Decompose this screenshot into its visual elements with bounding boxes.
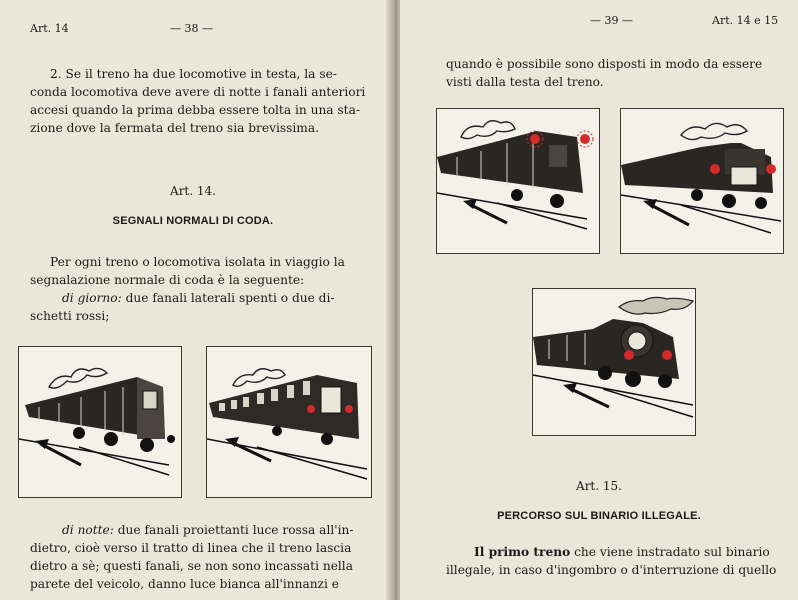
train-illustration — [19, 347, 181, 497]
night-line: parete del veicolo, danno luce bianca all'innanzi e — [30, 577, 339, 591]
night-line — [62, 522, 353, 540]
figure-locomotive-night — [620, 108, 784, 254]
para-2-line: zione dove la fermata del treno sia brevissima. — [30, 121, 319, 135]
day-label: di giorno: — [62, 291, 122, 305]
para-2-line: accesi quando la prima debba essere tolta in una sta- — [30, 103, 360, 117]
red-lamp — [530, 134, 540, 144]
train-illustration — [533, 289, 695, 435]
section-title: PERCORSO SUL BINARIO ILLEGALE. — [497, 510, 701, 522]
red-lamp — [580, 134, 590, 144]
day-text: due fanali laterali spenti o due di- — [121, 291, 335, 305]
intro-line: segnalazione normale di coda è la seguente: — [30, 273, 305, 287]
section-title: SEGNALI NORMALI DI CODA. — [112, 215, 274, 227]
figure-train-day-discs — [206, 346, 372, 498]
cont-line: visti dalla testa del treno. — [446, 75, 604, 89]
left-page-number: — 38 — — [170, 22, 213, 35]
train-illustration — [207, 347, 371, 497]
figure-train-night-tail — [436, 108, 600, 254]
red-disc-left — [307, 405, 315, 413]
left-running-head: Art. 14 — [30, 22, 69, 35]
day-line — [62, 290, 335, 308]
article-heading: Art. 14. — [170, 184, 216, 198]
para-2-line: conda locomotiva deve avere di notte i fanali anteriori — [30, 85, 366, 99]
figure-locomotive-front — [532, 288, 696, 436]
red-lamp — [710, 164, 720, 174]
para-2-line: 2. Se il treno ha due locomotive in testa, la se- — [50, 67, 337, 81]
right-running-head: Art. 14 e 15 — [712, 14, 779, 27]
train-illustration — [437, 109, 599, 253]
bold-phrase: Il primo treno — [474, 545, 571, 559]
intro-line: Per ogni treno o locomotiva isolata in viaggio la — [50, 255, 345, 269]
right-page-number: — 39 — — [590, 14, 633, 27]
para-line — [474, 544, 770, 562]
train-illustration — [621, 109, 783, 253]
article-heading: Art. 15. — [576, 479, 622, 493]
para-rest: che viene instradato sul binario — [570, 545, 770, 559]
left-page — [0, 0, 392, 600]
red-lamp — [766, 164, 776, 174]
night-text: due fanali proiettanti luce rossa all'in- — [113, 523, 354, 537]
right-page — [400, 0, 798, 600]
day-line-2: schetti rossi; — [30, 309, 110, 323]
figure-train-day-tail — [18, 346, 182, 498]
red-lamp — [662, 350, 672, 360]
red-lamp — [624, 350, 634, 360]
night-line: dietro a sè; questi fanali, se non sono incassati nella — [30, 559, 353, 573]
para-line: illegale, in caso d'ingombro o d'interruzione di quello — [446, 563, 777, 577]
night-line: dietro, cioè verso il tratto di linea che il treno lascia — [30, 541, 352, 555]
cont-line: quando è possibile sono disposti in modo da essere — [446, 57, 763, 71]
red-disc-right — [345, 405, 353, 413]
night-label: di notte: — [62, 523, 114, 537]
